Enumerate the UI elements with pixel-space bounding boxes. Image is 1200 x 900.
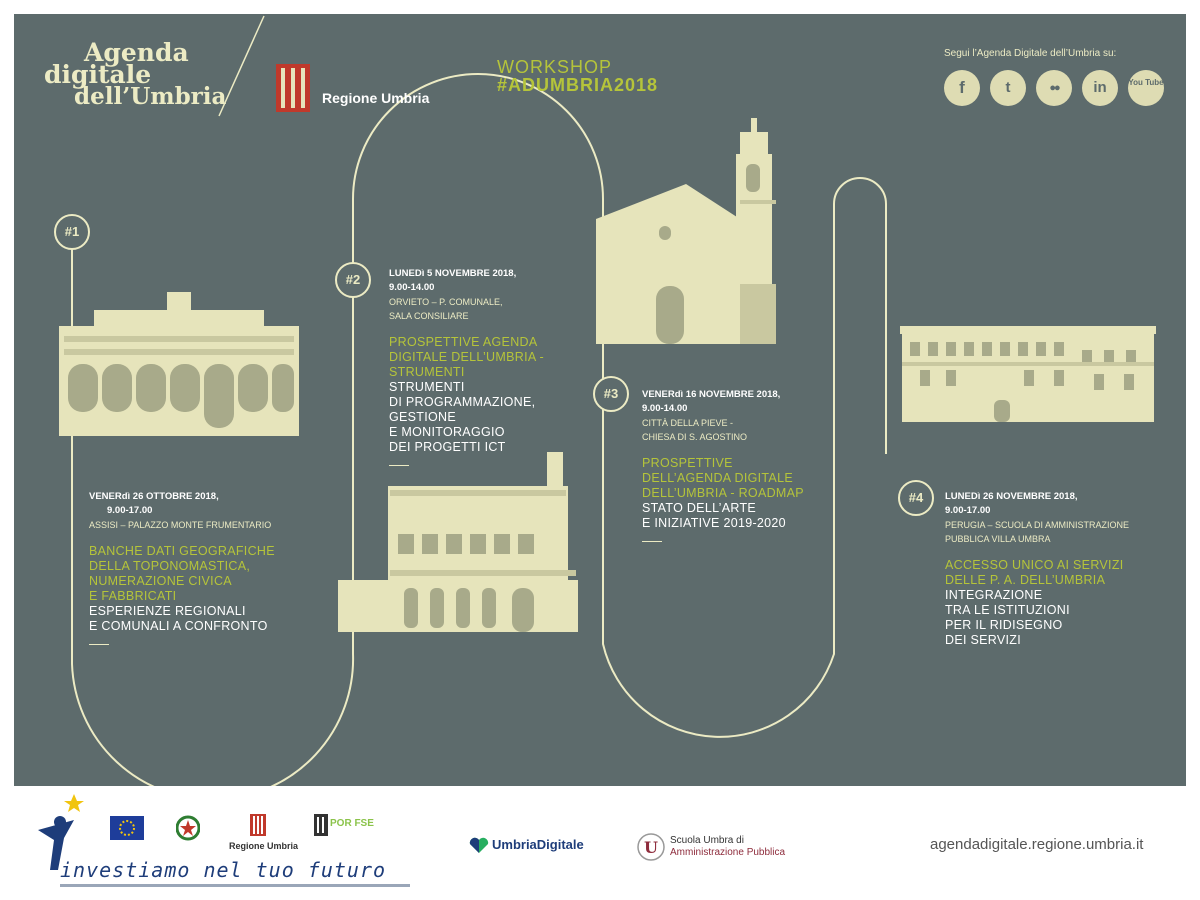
event-4-location: PERUGIA – SCUOLA DI AMMINISTRAZIONE PUBBLICA VILLA UMBRA [945, 520, 1130, 544]
event-1-title: BANCHE DATI GEOGRAFICHE DELLA TOPONOMASTICA, NUMERAZIONE CIVICA E FABBRICATI [89, 544, 275, 603]
event-4-title: ACCESSO UNICO AI SERVIZI DELLE P. A. DELL’UMBRIA [945, 558, 1124, 587]
event-4 [945, 490, 1129, 648]
event-3-divider [642, 541, 662, 542]
agenda-digitale-logo [44, 38, 234, 110]
event-4-date: LUNEDì 26 NOVEMBRE 2018, 9.00-17.00 [945, 491, 1078, 516]
event-4-subtitle: INTEGRAZIONE TRA LE ISTITUZIONI PER IL RIDISEGNO DEI SERVIZI [945, 588, 1070, 647]
regione-umbria-footer-emblem-icon [250, 814, 266, 836]
event-2-date: LUNEDì 5 NOVEMBRE 2018, 9.00-14.00 [389, 268, 517, 293]
event-2-location: ORVIETO – P. COMUNALE, SALA CONSILIARE [389, 297, 503, 321]
event-3-location: CITTÀ DELLA PIEVE - CHIESA DI S. AGOSTINO [642, 418, 748, 442]
building-orvieto-illustration [338, 452, 578, 632]
umbriadigitale-heart-icon [468, 836, 490, 854]
event-3 [642, 388, 804, 542]
flickr-icon[interactable]: ●● [1036, 70, 1072, 106]
regione-umbria-footer-label: Regione Umbria [229, 841, 299, 851]
event-2 [389, 267, 544, 466]
regione-umbria-label: Regione Umbria [322, 90, 430, 106]
umbriadigitale-label: UmbriaDigitale [492, 837, 584, 852]
porfse-emblem-icon [314, 814, 328, 836]
event-1-number: #1 [54, 214, 90, 250]
building-assisi-illustration [59, 292, 299, 436]
workshop-hashtag: #ADUMBRIA2018 [497, 75, 659, 95]
slogan-underline [60, 884, 410, 888]
event-2-title: PROSPETTIVE AGENDA DIGITALE DELL’UMBRIA - STRUMENTI [389, 335, 545, 379]
scuola-umbra-label: Scuola Umbra di Amministrazione Pubblica [670, 835, 786, 858]
svg-text:U: U [644, 838, 658, 857]
brand-line-3: dell’Umbria [74, 83, 227, 110]
website-url[interactable]: agendadigitale.regione.umbria.it [930, 836, 1144, 853]
event-4-number: #4 [898, 480, 934, 516]
brand-line-1: Agenda [84, 38, 189, 67]
linkedin-icon[interactable]: in [1082, 70, 1118, 106]
poster-panel [14, 14, 1186, 786]
event-2-divider [389, 465, 409, 466]
porfse-label: POR FSE [330, 818, 374, 829]
building-perugia-villa-illustration [900, 326, 1156, 422]
facebook-icon[interactable]: f [944, 70, 980, 106]
regione-umbria-logo [276, 64, 430, 117]
regione-umbria-emblem-icon [276, 64, 310, 112]
event-3-number: #3 [593, 376, 629, 412]
investiamo-slogan: investiamo nel tuo futuro [60, 858, 387, 882]
workshop-title [497, 58, 658, 94]
event-2-subtitle: STRUMENTI DI PROGRAMMAZIONE, GESTIONE E MONITORAGGIO DEI PROGETTI ICT [389, 380, 536, 454]
brand-line-2: digitale [44, 60, 152, 89]
eu-flag-icon [110, 816, 144, 840]
event-3-title: PROSPETTIVE DELL’AGENDA DIGITALE DELL’UMBRIA - ROADMAP [642, 456, 804, 500]
event-2-number: #2 [335, 262, 371, 298]
event-1-location: ASSISI – PALAZZO MONTE FRUMENTARIO [89, 520, 272, 530]
social-title: Segui l’Agenda Digitale dell’Umbria su: [944, 48, 1117, 59]
event-1-subtitle: ESPERIENZE REGIONALI E COMUNALI A CONFRONTO [89, 604, 268, 633]
youtube-icon[interactable]: You Tube [1128, 70, 1164, 106]
footer-logos [0, 786, 1200, 900]
italian-republic-emblem-icon [176, 814, 200, 842]
scuola-umbra-emblem-icon [636, 832, 666, 862]
event-1 [89, 490, 275, 645]
twitter-icon[interactable]: t [990, 70, 1026, 106]
event-3-subtitle: STATO DELL’ARTE E INIZIATIVE 2019-2020 [642, 501, 786, 530]
event-3-date: VENERdì 16 NOVEMBRE 2018, 9.00-14.00 [642, 389, 781, 414]
event-1-date: VENERdì 26 OTTOBRE 2018, 9.00-17.00 [89, 491, 219, 516]
workshop-label: WORKSHOP [497, 57, 613, 77]
building-citta-della-pieve-illustration [596, 118, 776, 344]
event-1-divider [89, 644, 109, 645]
